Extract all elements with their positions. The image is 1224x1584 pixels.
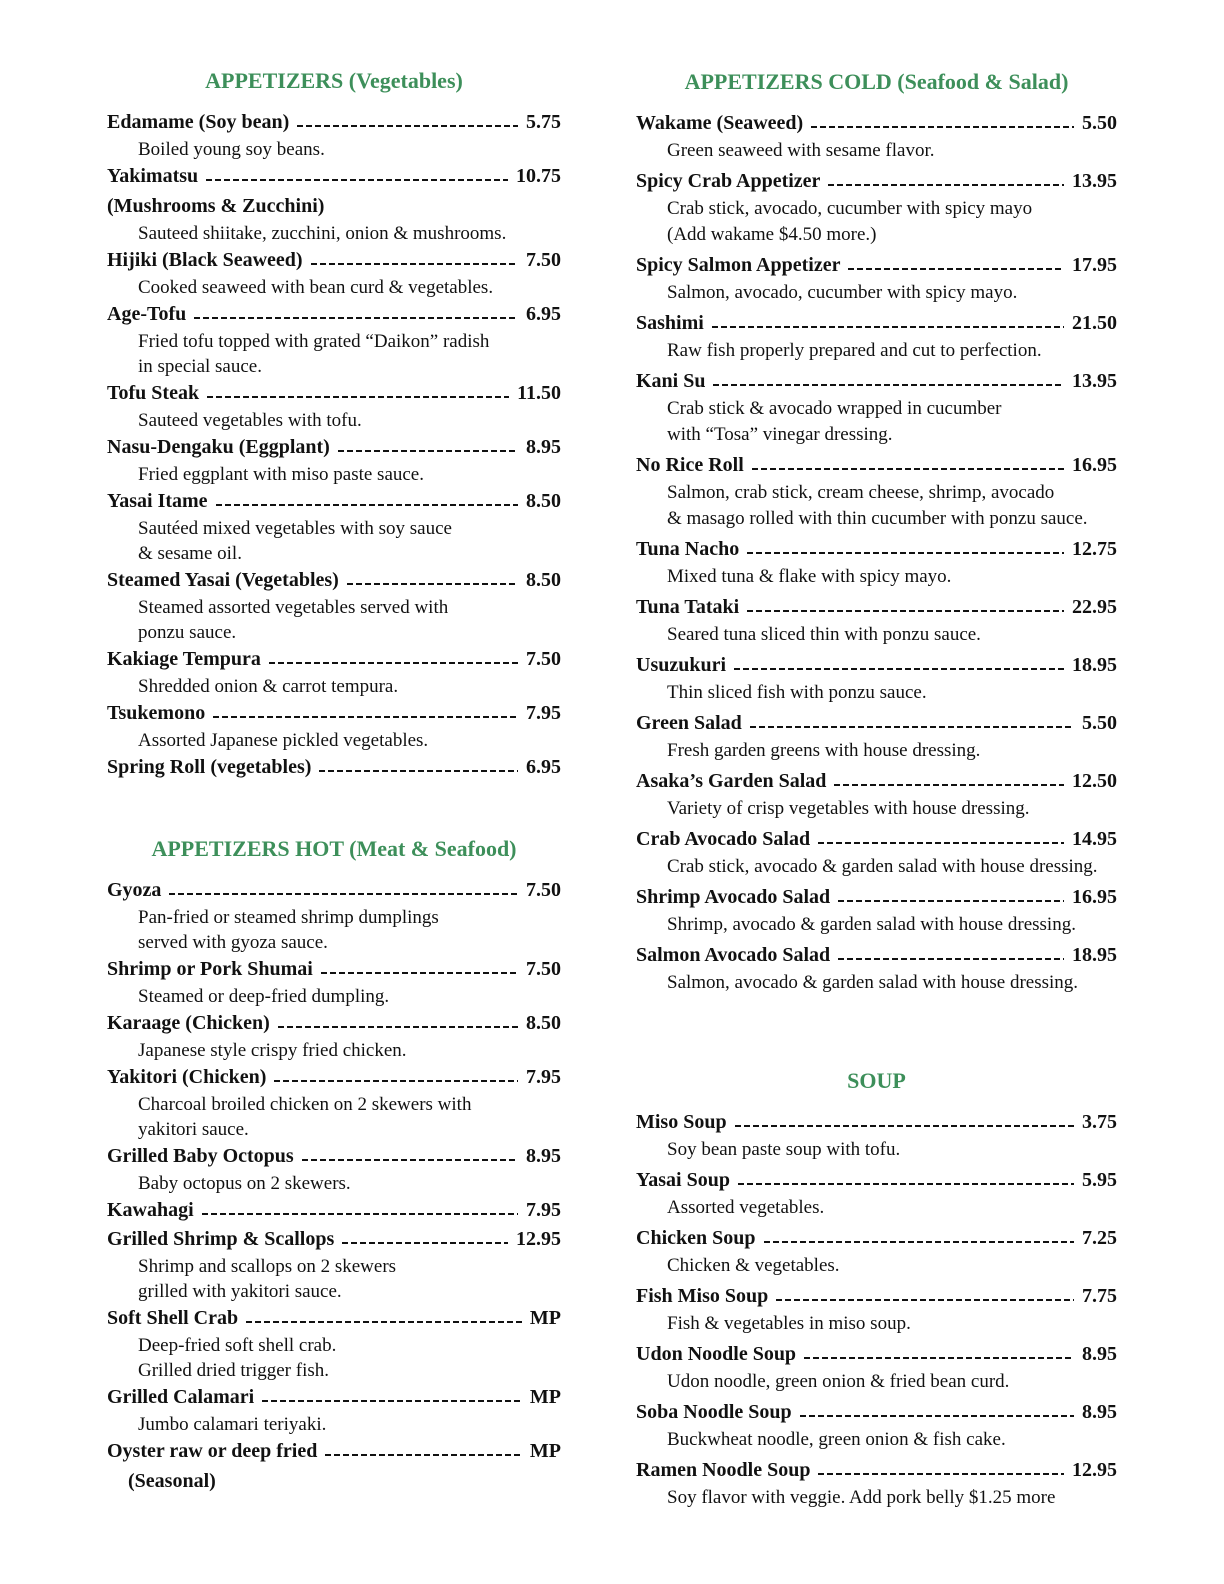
item-name: Yakitori (Chicken) xyxy=(107,1066,267,1088)
item-description: Cooked seaweed with bean curd & vegetables. xyxy=(138,277,494,298)
dotted-leader xyxy=(804,1357,1074,1359)
item-name: Miso Soup xyxy=(636,1111,727,1133)
item-price: 6.95 xyxy=(526,303,561,325)
menu-item-row xyxy=(636,767,1117,796)
menu-item xyxy=(636,535,1117,590)
item-description: Crab stick & avocado wrapped in cucumber xyxy=(667,398,1002,419)
item-description: Green seaweed with sesame flavor. xyxy=(667,140,935,161)
item-name-note: (Seasonal) xyxy=(128,1470,216,1492)
item-description: Grilled dried trigger fish. xyxy=(138,1360,330,1381)
item-price: 7.95 xyxy=(526,702,561,724)
menu-item xyxy=(636,1340,1117,1395)
item-price: 17.95 xyxy=(1072,254,1117,276)
item-price: 7.50 xyxy=(526,249,561,271)
menu-item-row xyxy=(107,753,561,782)
item-description: Udon noodle, green onion & fried bean curd. xyxy=(667,1371,1010,1392)
item-price: 8.95 xyxy=(526,436,561,458)
menu-item-row xyxy=(107,1304,561,1333)
item-price: 10.75 xyxy=(516,165,561,187)
item-description: Sautéed mixed vegetables with soy sauce xyxy=(138,518,452,539)
item-description: grilled with yakitori sauce. xyxy=(138,1281,342,1302)
menu-item xyxy=(636,1398,1117,1453)
menu-item-row xyxy=(107,1009,561,1038)
item-description: Sauteed vegetables with tofu. xyxy=(138,410,362,431)
item-name: Shrimp or Pork Shumai xyxy=(107,958,313,980)
dotted-leader xyxy=(216,504,518,506)
item-description: Deep-fried soft shell crab. xyxy=(138,1335,337,1356)
item-description: yakitori sauce. xyxy=(138,1119,249,1140)
section-title: SOUP xyxy=(847,1068,906,1093)
item-price: 7.50 xyxy=(526,879,561,901)
item-price: 22.95 xyxy=(1072,596,1117,618)
menu-item-row xyxy=(107,566,561,595)
item-name: Kakiage Tempura xyxy=(107,648,261,670)
item-name-continued: (Mushrooms & Zucchini) xyxy=(107,195,325,217)
item-name: Edamame (Soy bean) xyxy=(107,111,290,133)
item-name: Fish Miso Soup xyxy=(636,1285,769,1307)
item-description: Buckwheat noodle, green onion & fish cake. xyxy=(667,1429,1006,1450)
item-price: 18.95 xyxy=(1072,944,1117,966)
item-description: Shrimp and scallops on 2 skewers xyxy=(138,1256,397,1277)
item-description: Assorted vegetables. xyxy=(667,1197,825,1218)
menu-section xyxy=(636,1066,1117,1511)
item-description: Seared tuna sliced thin with ponzu sauce. xyxy=(667,624,981,645)
menu-item-row xyxy=(636,1108,1117,1137)
dotted-leader xyxy=(712,326,1064,328)
item-description: Jumbo calamari teriyaki. xyxy=(138,1414,327,1435)
dotted-leader xyxy=(246,1321,522,1323)
menu-item-row xyxy=(107,379,561,408)
menu-item-row xyxy=(636,451,1117,480)
item-description: Assorted Japanese pickled vegetables. xyxy=(138,730,429,751)
right-column xyxy=(636,67,1117,1514)
item-price: 3.75 xyxy=(1082,1111,1117,1133)
item-description: with “Tosa” vinegar dressing. xyxy=(667,424,893,445)
dotted-leader xyxy=(269,662,518,664)
section-title: APPETIZERS (Vegetables) xyxy=(205,68,463,93)
item-description: Mixed tuna & flake with spicy mayo. xyxy=(667,566,952,587)
dotted-leader xyxy=(752,468,1064,470)
item-name: Gyoza xyxy=(107,879,162,901)
menu-item-row xyxy=(107,1383,561,1412)
dotted-leader xyxy=(325,1454,522,1456)
item-price: 7.95 xyxy=(526,1199,561,1221)
item-name: Usuzukuri xyxy=(636,654,727,676)
menu-item xyxy=(107,753,561,782)
item-description: Fried eggplant with miso paste sauce. xyxy=(138,464,424,485)
menu-item xyxy=(107,1063,561,1142)
menu-item xyxy=(636,651,1117,706)
menu-section xyxy=(636,67,1117,996)
menu-item xyxy=(636,883,1117,938)
item-description: & masago rolled with thin cucumber with ponzu sauce. xyxy=(667,508,1088,529)
dotted-leader xyxy=(735,1125,1074,1127)
item-description: & sesame oil. xyxy=(138,543,242,564)
dotted-leader xyxy=(738,1183,1074,1185)
menu-item xyxy=(107,876,561,955)
item-description: Japanese style crispy fried chicken. xyxy=(138,1040,407,1061)
dotted-leader xyxy=(764,1241,1075,1243)
dotted-leader xyxy=(278,1026,518,1028)
left-column xyxy=(107,66,561,1496)
item-name: Kawahagi xyxy=(107,1199,194,1221)
item-name: No Rice Roll xyxy=(636,454,744,476)
item-name: Spicy Salmon Appetizer xyxy=(636,254,841,276)
menu-item xyxy=(636,1224,1117,1279)
menu-item xyxy=(107,955,561,1009)
menu-item xyxy=(636,593,1117,648)
item-price: 12.50 xyxy=(1072,770,1117,792)
item-price: 8.50 xyxy=(526,490,561,512)
item-description: Salmon, avocado & garden salad with house dressing. xyxy=(667,972,1079,993)
menu-item xyxy=(636,251,1117,306)
item-price: 12.95 xyxy=(1072,1459,1117,1481)
menu-item-row xyxy=(107,162,561,191)
menu-item xyxy=(636,167,1117,248)
menu-item-row xyxy=(636,883,1117,912)
item-price: 5.50 xyxy=(1082,712,1117,734)
item-price: 5.50 xyxy=(1082,112,1117,134)
dotted-leader xyxy=(818,1473,1064,1475)
item-description: Pan-fried or steamed shrimp dumplings xyxy=(138,907,439,928)
item-description: Shrimp, avocado & garden salad with house dressing. xyxy=(667,914,1076,935)
item-description: Fresh garden greens with house dressing. xyxy=(667,740,981,761)
item-name: Soba Noodle Soup xyxy=(636,1401,792,1423)
menu-item-row xyxy=(107,1225,561,1254)
item-name: Steamed Yasai (Vegetables) xyxy=(107,569,339,591)
dotted-leader xyxy=(274,1080,518,1082)
item-name: Udon Noodle Soup xyxy=(636,1343,797,1365)
menu-item xyxy=(636,109,1117,164)
section-title: APPETIZERS COLD (Seafood & Salad) xyxy=(684,69,1069,94)
item-name: Oyster raw or deep fried xyxy=(107,1440,318,1462)
dotted-leader xyxy=(302,1159,518,1161)
dotted-leader xyxy=(750,726,1074,728)
menu-item xyxy=(107,1225,561,1304)
item-name: Grilled Calamari xyxy=(107,1386,255,1408)
item-price: 8.95 xyxy=(1082,1401,1117,1423)
item-name: Asaka’s Garden Salad xyxy=(636,770,827,792)
menu-item xyxy=(636,309,1117,364)
dotted-leader xyxy=(206,179,508,181)
item-description: Salmon, avocado, cucumber with spicy mayo. xyxy=(667,282,1018,303)
item-price: 7.25 xyxy=(1082,1227,1117,1249)
item-price: 16.95 xyxy=(1072,886,1117,908)
dotted-leader xyxy=(347,583,518,585)
dotted-leader xyxy=(848,268,1064,270)
item-description: Charcoal broiled chicken on 2 skewers with xyxy=(138,1094,472,1115)
menu-item xyxy=(107,1009,561,1063)
item-description: Fried tofu topped with grated “Daikon” radish xyxy=(138,331,490,352)
dotted-leader xyxy=(169,893,518,895)
item-price: MP xyxy=(529,1307,561,1329)
item-description: Boiled young soy beans. xyxy=(138,139,325,160)
menu-item-row xyxy=(636,1166,1117,1195)
menu-item xyxy=(107,162,561,246)
menu-item-row xyxy=(636,1456,1117,1485)
menu-item-row xyxy=(636,1224,1117,1253)
menu-item-row xyxy=(107,1142,561,1171)
menu-item-row xyxy=(636,535,1117,564)
item-description: Soy flavor with veggie. Add pork belly $1.25 more xyxy=(667,1487,1056,1508)
menu-item-row xyxy=(107,1063,561,1092)
menu-item xyxy=(107,108,561,162)
item-price: 16.95 xyxy=(1072,454,1117,476)
menu-item-row xyxy=(107,645,561,674)
item-price: 14.95 xyxy=(1072,828,1117,850)
item-description: Sauteed shiitake, zucchini, onion & mushrooms. xyxy=(138,223,507,244)
item-name: Spring Roll (vegetables) xyxy=(107,756,312,778)
dotted-leader xyxy=(818,842,1064,844)
menu-item xyxy=(636,1108,1117,1163)
menu-item-row xyxy=(636,251,1117,280)
menu-item-row xyxy=(636,651,1117,680)
dotted-leader xyxy=(838,900,1064,902)
item-name: Ramen Noodle Soup xyxy=(636,1459,811,1481)
item-description: Steamed assorted vegetables served with xyxy=(138,597,449,618)
item-description: Shredded onion & carrot tempura. xyxy=(138,676,399,697)
menu-item-row xyxy=(636,593,1117,622)
menu-item-row xyxy=(107,1437,561,1466)
item-price: 7.50 xyxy=(526,648,561,670)
menu-item xyxy=(107,1437,561,1496)
item-name: Wakame (Seaweed) xyxy=(636,112,804,134)
menu-item xyxy=(107,1304,561,1383)
menu-item-row xyxy=(107,433,561,462)
menu-item-row xyxy=(636,367,1117,396)
item-price: 8.95 xyxy=(526,1145,561,1167)
menu-item-row xyxy=(107,876,561,905)
dotted-leader xyxy=(338,450,518,452)
menu-item xyxy=(107,1142,561,1196)
dotted-leader xyxy=(800,1415,1074,1417)
item-description: Baby octopus on 2 skewers. xyxy=(138,1173,351,1194)
menu-item xyxy=(636,825,1117,880)
dotted-leader xyxy=(811,126,1074,128)
item-price: 8.95 xyxy=(1082,1343,1117,1365)
menu-item xyxy=(636,709,1117,764)
menu-item-row xyxy=(636,109,1117,138)
item-name: Shrimp Avocado Salad xyxy=(636,886,831,908)
item-name: Yasai Itame xyxy=(107,490,208,512)
section-title: APPETIZERS HOT (Meat & Seafood) xyxy=(151,836,517,861)
menu-item-row xyxy=(107,699,561,728)
menu-section xyxy=(107,66,561,782)
item-description: (Add wakame $4.50 more.) xyxy=(667,224,877,245)
menu-item-row xyxy=(636,167,1117,196)
menu-item xyxy=(636,1166,1117,1221)
menu-item-row xyxy=(107,487,561,516)
dotted-leader xyxy=(747,610,1064,612)
dotted-leader xyxy=(311,263,518,265)
menu-item xyxy=(636,451,1117,532)
item-price: 6.95 xyxy=(526,756,561,778)
dotted-leader xyxy=(834,784,1064,786)
item-price: 18.95 xyxy=(1072,654,1117,676)
menu-item xyxy=(107,433,561,487)
item-name: Yakimatsu xyxy=(107,165,199,187)
item-name: Crab Avocado Salad xyxy=(636,828,811,850)
dotted-leader xyxy=(321,972,518,974)
dotted-leader xyxy=(713,384,1064,386)
item-description: Steamed or deep-fried dumpling. xyxy=(138,986,390,1007)
dotted-leader xyxy=(297,125,518,127)
menu-item-row xyxy=(107,108,561,137)
menu-item xyxy=(107,379,561,433)
dotted-leader xyxy=(838,958,1064,960)
dotted-leader xyxy=(262,1400,522,1402)
dotted-leader xyxy=(342,1242,508,1244)
menu-item xyxy=(107,1383,561,1437)
item-price: 13.95 xyxy=(1072,370,1117,392)
item-name: Grilled Baby Octopus xyxy=(107,1145,294,1167)
item-name: Tofu Steak xyxy=(107,382,200,404)
menu-item xyxy=(636,767,1117,822)
menu-item-row xyxy=(107,246,561,275)
dotted-leader xyxy=(734,668,1064,670)
menu-item-row xyxy=(107,300,561,329)
dotted-leader xyxy=(747,552,1064,554)
dotted-leader xyxy=(828,184,1064,186)
item-name: Tuna Tataki xyxy=(636,596,740,618)
item-price: 8.50 xyxy=(526,569,561,591)
item-price: 12.95 xyxy=(516,1228,561,1250)
item-name: Chicken Soup xyxy=(636,1227,756,1249)
menu-item xyxy=(636,941,1117,996)
item-name: Karaage (Chicken) xyxy=(107,1012,270,1034)
dotted-leader xyxy=(202,1213,518,1215)
item-price: MP xyxy=(529,1440,561,1462)
menu-item-row xyxy=(636,825,1117,854)
item-name: Grilled Shrimp & Scallops xyxy=(107,1228,335,1250)
menu-item xyxy=(107,487,561,566)
item-description: Soy bean paste soup with tofu. xyxy=(667,1139,901,1160)
item-description: Chicken & vegetables. xyxy=(667,1255,840,1276)
menu-item-row xyxy=(636,1340,1117,1369)
dotted-leader xyxy=(213,716,518,718)
item-name: Green Salad xyxy=(636,712,742,734)
item-name: Hijiki (Black Seaweed) xyxy=(107,249,303,271)
menu-item xyxy=(107,566,561,645)
dotted-leader xyxy=(207,396,509,398)
item-name: Age-Tofu xyxy=(107,303,187,325)
item-description: served with gyoza sauce. xyxy=(138,932,328,953)
item-price: 5.95 xyxy=(1082,1169,1117,1191)
item-name: Sashimi xyxy=(636,312,704,334)
item-price: 7.75 xyxy=(1082,1285,1117,1307)
menu-item-row xyxy=(636,941,1117,970)
item-name: Yasai Soup xyxy=(636,1169,730,1191)
menu-section xyxy=(107,834,561,1496)
menu-item xyxy=(107,246,561,300)
item-price: 7.50 xyxy=(526,958,561,980)
item-name: Spicy Crab Appetizer xyxy=(636,170,821,192)
menu-item xyxy=(107,645,561,699)
menu-item-row xyxy=(107,1196,561,1225)
menu-item xyxy=(636,1456,1117,1511)
menu-item-row xyxy=(636,709,1117,738)
item-price: 8.50 xyxy=(526,1012,561,1034)
item-description: Crab stick, avocado & garden salad with house dressing. xyxy=(667,856,1098,877)
item-name: Nasu-Dengaku (Eggplant) xyxy=(107,436,330,458)
item-description: Salmon, crab stick, cream cheese, shrimp, avocado xyxy=(667,482,1055,503)
menu-item xyxy=(636,1282,1117,1337)
menu-item xyxy=(107,699,561,753)
item-description: ponzu sauce. xyxy=(138,622,237,643)
dotted-leader xyxy=(319,770,518,772)
item-description: Variety of crisp vegetables with house dressing. xyxy=(667,798,1030,819)
menu-item xyxy=(107,300,561,379)
item-name: Salmon Avocado Salad xyxy=(636,944,831,966)
menu-item xyxy=(107,1196,561,1225)
item-name: Kani Su xyxy=(636,370,706,392)
dotted-leader xyxy=(776,1299,1074,1301)
item-price: 12.75 xyxy=(1072,538,1117,560)
menu-item-row xyxy=(636,1398,1117,1427)
item-description: Fish & vegetables in miso soup. xyxy=(667,1313,911,1334)
menu-item-row xyxy=(107,955,561,984)
item-description: in special sauce. xyxy=(138,356,262,377)
item-description: Crab stick, avocado, cucumber with spicy mayo xyxy=(667,198,1033,219)
item-name: Soft Shell Crab xyxy=(107,1307,239,1329)
item-price: MP xyxy=(529,1386,561,1408)
item-description: Raw fish properly prepared and cut to perfection. xyxy=(667,340,1042,361)
item-name: Tsukemono xyxy=(107,702,206,724)
menu-item-row xyxy=(636,1282,1117,1311)
item-description: Thin sliced fish with ponzu sauce. xyxy=(667,682,927,703)
item-price: 5.75 xyxy=(526,111,561,133)
item-price: 11.50 xyxy=(517,382,561,404)
item-price: 7.95 xyxy=(526,1066,561,1088)
dotted-leader xyxy=(194,317,518,319)
item-name: Tuna Nacho xyxy=(636,538,740,560)
item-price: 13.95 xyxy=(1072,170,1117,192)
menu-item xyxy=(636,367,1117,448)
item-price: 21.50 xyxy=(1072,312,1117,334)
menu-item-row xyxy=(636,309,1117,338)
